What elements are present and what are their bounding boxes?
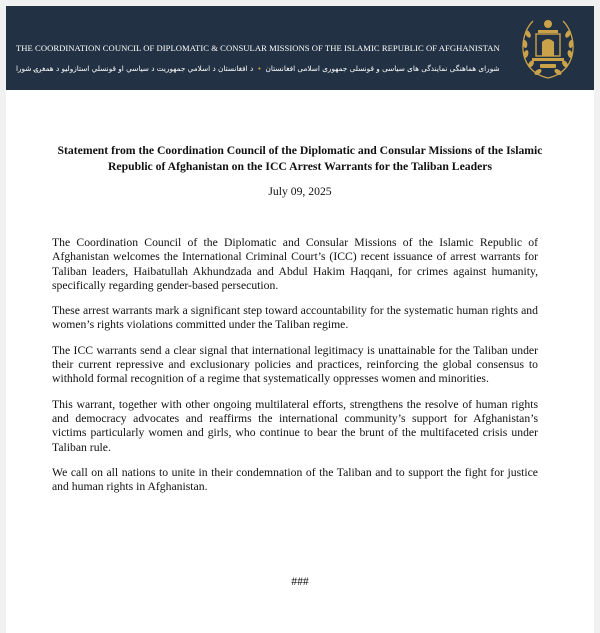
body-paragraph: The ICC warrants send a clear signal that international legitimacy is unattainable for the Taliban under their current repressive and exclusionary policies and practices, reinforcing the global consensus to withhold formal recognition of a regime that systematically oppresses women and minorities. (52, 343, 538, 386)
letterhead-subtitle-pashto: د افغانستان د اسلامي جمهوریت د سیاسي او قونسلي استازولیو د همغږۍ شورا (16, 64, 254, 73)
statement-date: July 09, 2025 (268, 185, 332, 198)
body-paragraph: These arrest warrants mark a significant step toward accountability for the systematic human rights and women’s rights violations committed under the Taliban regime. (52, 304, 538, 332)
statement-title: Statement from the Coordination Council of the Diplomatic and Consular Missions of the Islamic Republic of Afghanistan on the ICC Arrest Warrants for the Taliban Leaders (57, 144, 543, 173)
body-paragraph: We call on all nations to unite in their condemnation of the Taliban and to support the fight for justice and human rights in Afghanistan. (52, 465, 538, 494)
letterhead-separator: • (257, 64, 262, 73)
letterhead-title: THE COORDINATION COUNCIL OF DIPLOMATIC & CONSULAR MISSIONS OF THE ISLAMIC REPUBLIC OF AFGHANISTAN (16, 43, 500, 53)
afghanistan-emblem-icon (516, 12, 580, 84)
statement-body (52, 236, 538, 505)
body-paragraph: The Coordination Council of the Diplomatic and Consular Missions of the Islamic Republic of Afghanistan welcomes the International Criminal Court’s (ICC) recent issuance of arrest warrants for Taliban leaders, Haibatullah Akhundzada and Abdul Hakim Haqqani, for crimes against humanity, specifically regarding gender-based persecution. (52, 236, 538, 292)
letterhead-banner (6, 6, 594, 90)
body-paragraph: This warrant, together with other ongoing multilateral efforts, strengthens the resolve of human rights and democracy advocates and reaffirms the international community’s support for Afghanistan’s victims particularly women and girls, who continue to bear the brunt of the multifaceted crisis under Taliban rule. (52, 397, 538, 454)
letterhead-subtitle-persian: شورای هماهنگی نمایندگی های سیاسی و قونسلی جمهوری اسلامی افغانستان (265, 64, 500, 73)
letterhead-subtitle (16, 64, 506, 73)
end-mark: ### (291, 575, 309, 588)
document-page (6, 6, 594, 633)
